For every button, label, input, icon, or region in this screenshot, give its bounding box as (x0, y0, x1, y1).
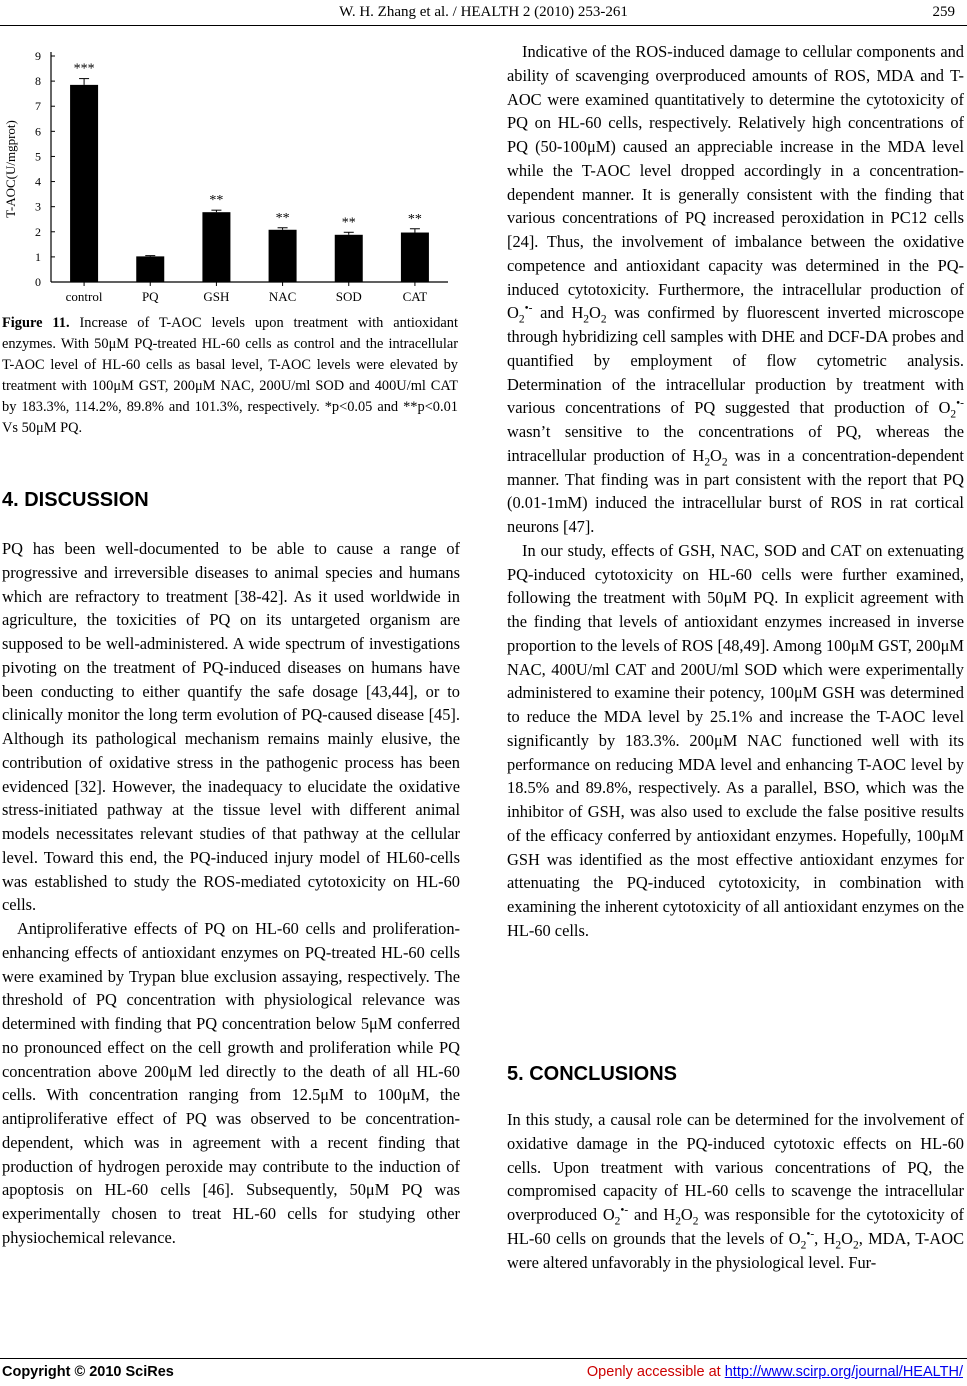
x-tick-label: GSH (203, 289, 230, 304)
running-title: W. H. Zhang et al. / HEALTH 2 (2010) 253-261 (339, 4, 628, 20)
x-tick-label: PQ (141, 289, 159, 304)
conclusions-heading: 5. CONCLUSIONS (507, 1063, 678, 1085)
y-tick-label: 9 (35, 49, 41, 63)
discussion-paragraph: PQ has been well-documented to be able to cause a range of progressive and irreversible diseases to animal species and humans which are refractory to treatment [38-42]. As it used worldwide in agriculture, the toxicities of PQ on its untargeted organism are supposed to be well-administered. A wide spectrum of investigations pivoting on the treatment of PQ-induced diseases on humans have been conducting to either quantify the safe dosage [43,44], or to clinically monitor the long term evolution of PQ-caused disease [45]. Although its pathological mechanism remains mainly elusive, the contribution of oxidative stress in the pathogenic process has been evidenced [32]. However, the inadequacy to elucidate the oxidative stress-initiated pathway at the tissue level with different animal models necessitates relevant studies of that pathway at the cellular level. Toward this end, the PQ-induced injury model of HL60-cells was established to study the ROS-mediated cytotoxicity on HL-60 cells. (2, 539, 460, 915)
y-tick-label: 3 (35, 199, 41, 214)
y-tick-label: 6 (35, 124, 41, 139)
caption-text: Increase of T-AOC levels upon treatment with antioxidant enzymes. With 50μM PQ-treated HL-60 cells as control and the intracellular T-AOC level of HL-60 cells as basal level, T-AOC levels were elevated by treatment with 100μM GST, 200μM NAC, 200U/ml SOD and 400U/ml CAT by 183.3%, 114.2%, 89.8% and 101.3%, respectively. *p<0.05 and **p<0.01 Vs 50μM PQ. (2, 315, 458, 436)
caption-label: Figure 11. (2, 315, 70, 331)
t-aoc-bar-chart (0, 36, 460, 306)
bar (269, 230, 297, 282)
figure-caption (2, 313, 458, 439)
y-tick-label: 4 (35, 174, 41, 189)
discussion-paragraph: Antiproliferative effects of PQ on HL-60 cells and proliferation-enhancing effects of antioxidant enzymes on PQ-treated HL-60 cells were examined by Trypan blue exclusion assaying, respectively. The threshold of PQ concentration with physiological relevance was determined with finding that PQ concentration below 5μM conferred no pronounced effect on the cell growth and proliferation while PQ concentration above 200μM led directly to the death of all HL-60 cells. With concentration ranging from 12.5μM to 100μM, the antiproliferative effect of PQ was observed to be concentration-dependent, which was in agreement with a recent finding that production of hydrogen peroxide may contribute to the induction of apoptosis on HL-60 cells [46]. Subsequently, 50μM PQ was experimentally chosen to treat HL-60 cells for studying other physiochemical relevance. (2, 919, 460, 1247)
conclusions-body (507, 1108, 964, 1274)
discussion-paragraph: Indicative of the ROS-induced damage to cellular components and ability of scavenging overproduced amounts of ROS, MDA and T-AOC were examined quantitatively to determine the cytotoxicity of PQ on HL-60 cells, respectively. Relatively high concentrations of PQ (50-100μM) caused an appreciable increase in the MDA level while the T-AOC level dropped accordingly in a concentration-dependent manner. It is generally consistent with the finding that various concentrations of PQ increased peroxidation in PC12 cells [24]. Thus, the involvement of imbalance between the oxidative competence and antioxidant capacity was determined in the PQ-induced cytotoxicity. Furthermore, the intracellular production of $O_2^{•-}$ and $H_2O_2$ was confirmed by fluorescent inverted microscope through hybridizing cell samples with DHE and DCF-DA probes and quantified by employment of flow cytometric analysis. Determination of the intracellular production by treatment with various concentrations of PQ suggested that production of $O_2^{•-}$ wasn’t sensitive to the concentrations of PQ, whereas the intracellular production of $H_2O_2$ was in a concentration-dependent manner. That finding was in part consistent with the report that PQ (0.01-1mM) induced the intracellular burst of ROS in rat cortical neurons [47]. (507, 42, 965, 536)
bar (70, 85, 98, 282)
significance-marker: ** (275, 210, 290, 226)
footer-rule (0, 1358, 967, 1359)
left-column-body (2, 537, 460, 1250)
significance-marker: *** (73, 61, 95, 77)
y-tick-label: 5 (35, 149, 41, 164)
bar (136, 256, 164, 282)
bar (401, 233, 429, 282)
y-tick-label: 8 (35, 74, 41, 89)
x-tick-label: SOD (335, 289, 362, 304)
x-tick-label: control (65, 289, 103, 304)
y-tick-label: 2 (35, 224, 41, 239)
bar (202, 212, 230, 282)
y-tick-label: 7 (35, 99, 41, 114)
header-rule (0, 25, 967, 26)
running-header (0, 4, 967, 26)
conclusions-paragraph: In this study, a causal role can be determined for the involvement of oxidative damage in the PQ-induced cytotoxic effects on HL-60 cells. Upon treatment with various concentrations of PQ, the compromised capacity of HL-60 cells to scavenge the intracellular overproduced $O_2^{•-}$ and $H_2O_2$ was responsible for the cytotoxicity of HL-60 cells on grounds that the levels of $O_2^{•-}$, $H_2O_2$, MDA, T-AOC were altered unfavorably in the physiological level. Fur- (507, 1110, 965, 1272)
significance-marker: ** (341, 215, 356, 231)
y-axis-label: T-AOC(U/mgprot) (3, 120, 18, 218)
significance-marker: ** (407, 211, 422, 227)
discussion-paragraph: In our study, effects of GSH, NAC, SOD and CAT on extenuating PQ-induced cytotoxicity on HL-60 cells were further examined, following the treatment with 50μM PQ. In explicit agreement with the finding that levels of antioxidant enzymes increased in inverse proportion to the levels of ROS [48,49]. Among 100μM GST, 200μM NAC, 400U/ml CAT and 200U/ml SOD which were experimentally administered to examine their potency, 100μM GSH was determined to reduce the MDA level by 25.1% and increase the T-AOC level significantly by 183.3%. 200μM NAC functioned well with its performance on reducing MDA level and enhancing T-AOC level by 18.5% and 89.8%, respectively. As a parallel, BSO, which was the inhibitor of GSH, was also used to exclude the false positive results of the efficacy conferred by antioxidant enzymes. Hopefully, 100μM GSH was identified as the most effective antioxidant enzymes for attenuating the PQ-induced cytotoxicity, in combination with examining the inherent cytotoxicity of all antioxidant enzymes on the HL-60 cells. (507, 540, 964, 940)
right-column-body (507, 40, 964, 943)
page-footer (0, 1364, 967, 1384)
discussion-heading: 4. DISCUSSION (2, 489, 149, 511)
journal-link[interactable]: http://www.scirp.org/journal/HEALTH/ (724, 1364, 963, 1380)
page-number: 259 (932, 4, 955, 20)
bar (335, 235, 363, 282)
x-tick-label: CAT (402, 289, 428, 304)
open-access-note: Openly accessible at http://www.scirp.org/journal/HEALTH/ (586, 1364, 963, 1380)
y-tick-label: 1 (35, 249, 41, 264)
x-tick-label: NAC (268, 289, 297, 304)
copyright-notice: Copyright © 2010 SciRes (2, 1364, 174, 1380)
y-tick-label: 0 (35, 275, 41, 289)
significance-marker: ** (209, 193, 224, 209)
